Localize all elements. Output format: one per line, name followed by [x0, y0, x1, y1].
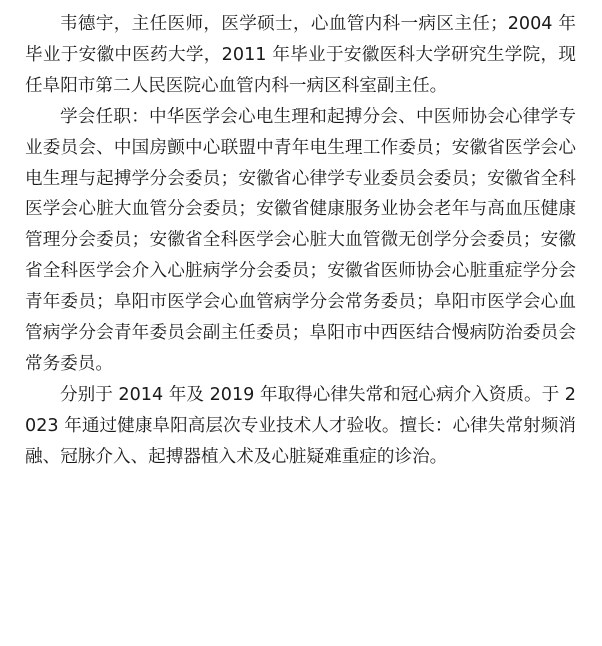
paragraph-qualifications: 分别于 2014 年及 2019 年取得心律失常和冠心病介入资质。于 2023 年通过健康阜阳高层次专业技术人才验收。擅长：心律失常射频消融、冠脉介入、起搏器植入术及心脏疑难重症的诊治。 [25, 384, 576, 467]
paragraph-biography: 韦德宇，主任医师，医学硕士，心血管内科一病区主任；2004 年毕业于安徽中医药大学，2011 年毕业于安徽医科大学研究生学院，现任阜阳市第二人民医院心血管内科一病区科室副主任。 [25, 14, 576, 96]
paragraph-society-positions: 学会任职：中华医学会心电生理和起搏分会、中医师协会心律学专业委员会、中国房颤中心联盟中青年电生理工作委员；安徽省医学会心电生理与起搏学分会委员；安徽省心律学专业委员会委员；安徽省全科医学会心脏大血管分会委员；安徽省健康服务业协会老年与高血压健康管理分会委员；安徽省全科医学会心脏大血管微无创学分会委员；安徽省全科医学会介入心脏病学分会委员；安徽省医师协会心脏重症学分会青年委员；阜阳市医学会心血管病学分会常务委员；阜阳市医学会心血管病学分会青年委员会副主任委员；阜阳市中西医结合慢病防治委员会常务委员。 [25, 106, 576, 374]
